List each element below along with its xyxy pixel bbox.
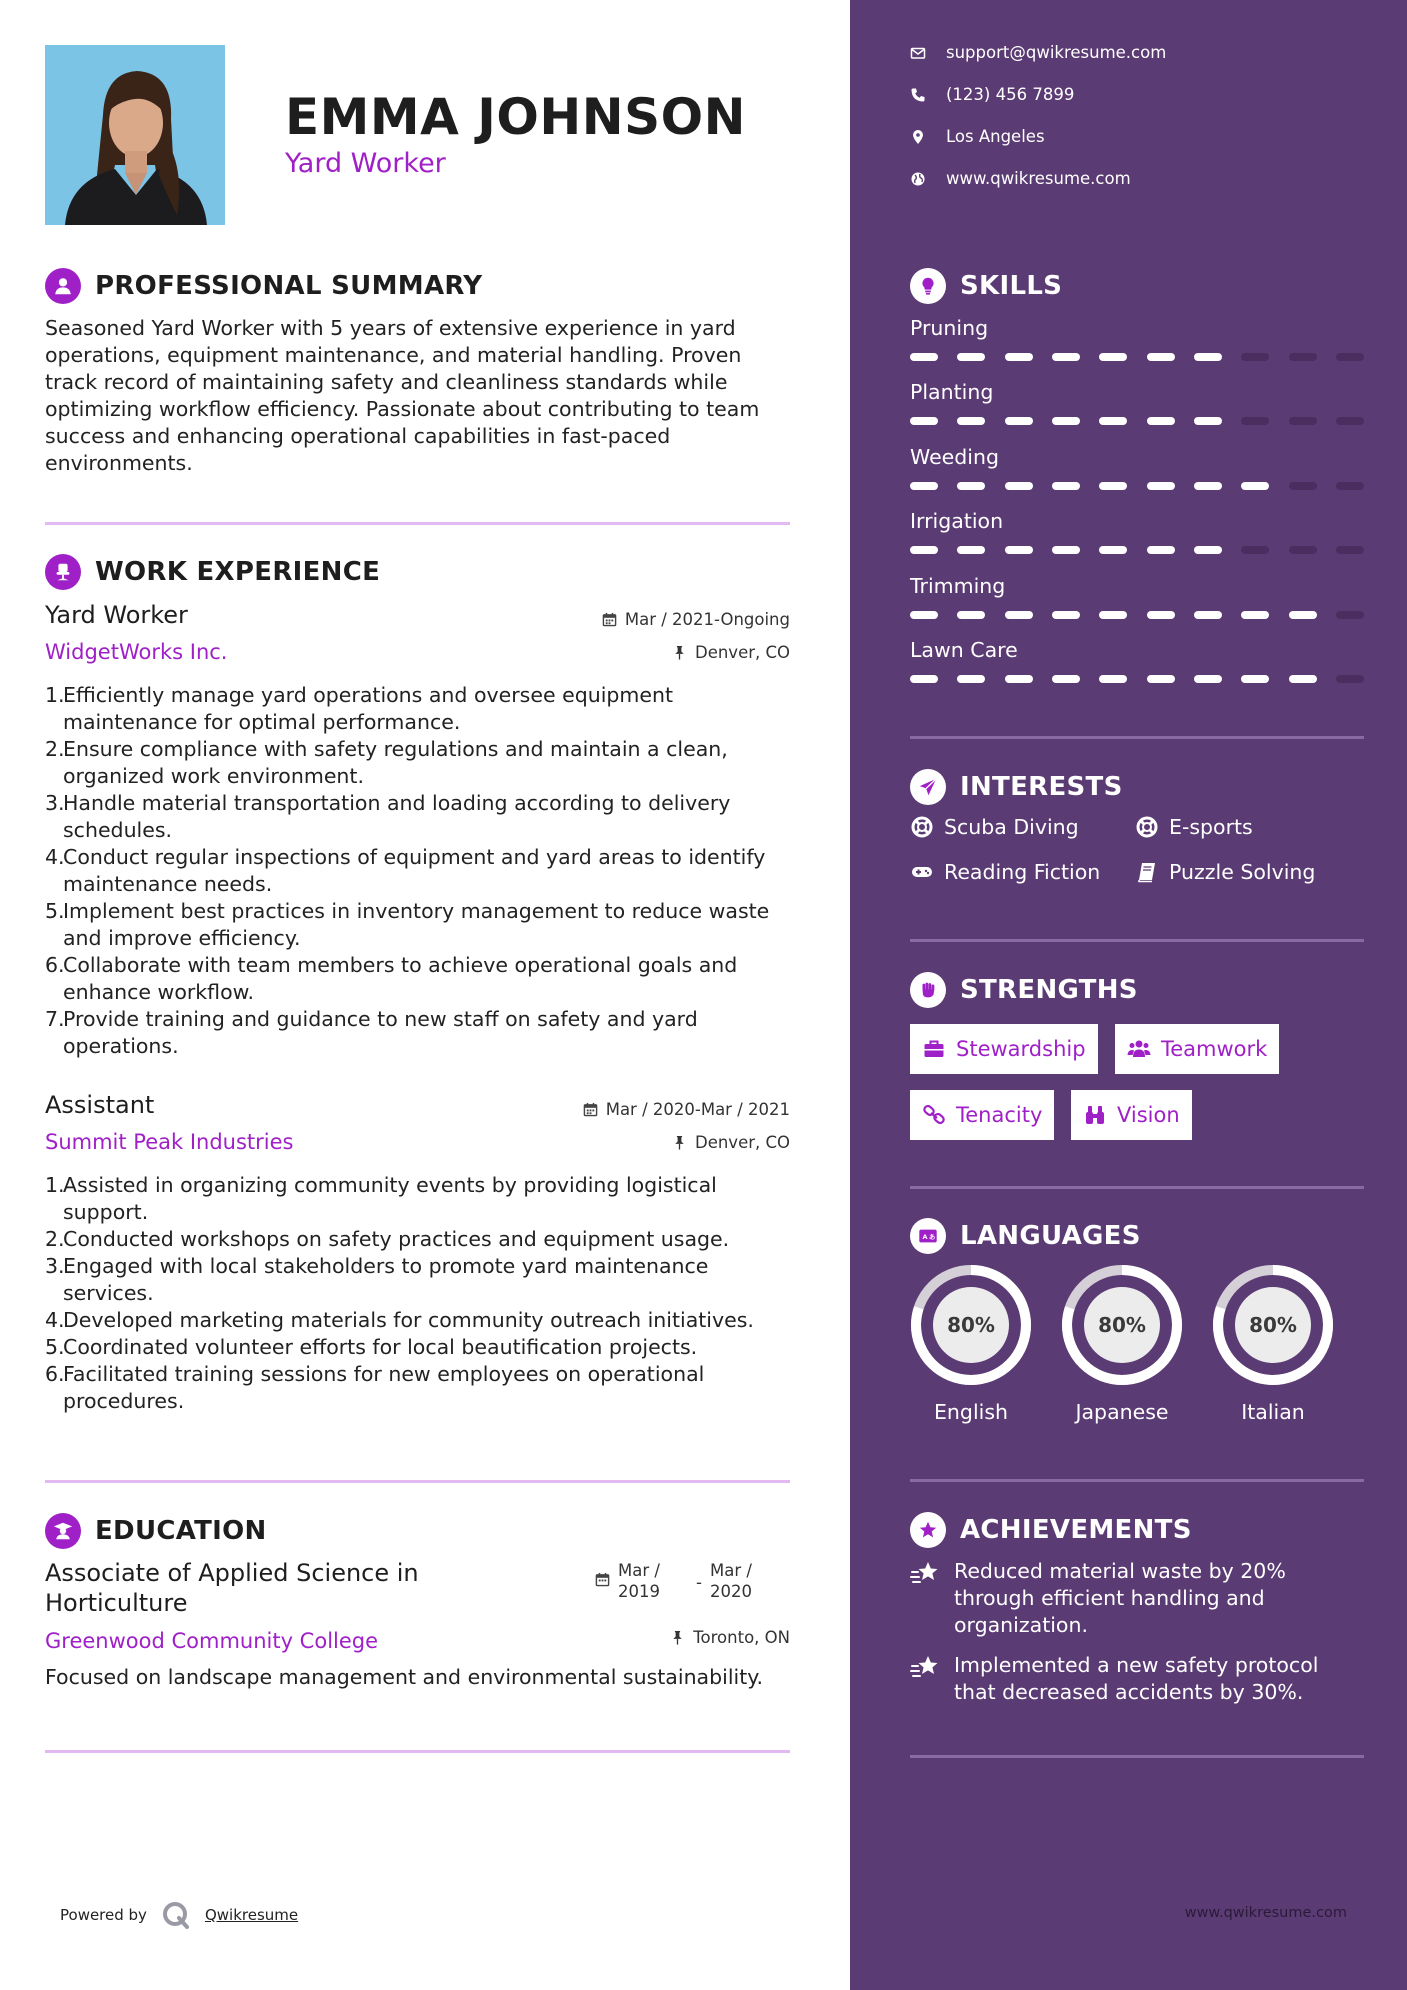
skill-level-bar bbox=[910, 482, 1364, 490]
skill-segment bbox=[1336, 353, 1364, 361]
skill-segment bbox=[910, 611, 938, 619]
list-item: 6. Facilitated training sessions for new employees on operational procedures. bbox=[45, 1362, 705, 1413]
phone-icon bbox=[910, 87, 926, 103]
brand-link[interactable]: Qwikresume bbox=[204, 1906, 299, 1924]
skill-segment bbox=[1147, 482, 1175, 490]
sidebar bbox=[850, 0, 1407, 1990]
skill-segment bbox=[1005, 675, 1033, 683]
language-ring bbox=[910, 1264, 1032, 1386]
calendar-icon bbox=[595, 1572, 610, 1587]
list-item: 3. Handle material transportation and loading according to delivery schedules. bbox=[45, 791, 731, 842]
job-dates-text: Mar / 2021-Ongoing bbox=[624, 610, 790, 629]
skill-segment bbox=[1194, 675, 1222, 683]
pin-icon bbox=[672, 645, 687, 660]
experience-heading bbox=[45, 554, 380, 590]
achievement-item bbox=[910, 1652, 1364, 1706]
lifebuoy-icon bbox=[910, 815, 934, 839]
language-name: Japanese bbox=[1075, 1400, 1169, 1424]
skill-segment bbox=[1241, 675, 1269, 683]
skill-segment bbox=[910, 675, 938, 683]
skill-level-bar bbox=[910, 353, 1364, 361]
divider bbox=[45, 1480, 790, 1483]
interest-label: E-sports bbox=[1169, 815, 1253, 839]
book-icon bbox=[1135, 860, 1159, 884]
job-dates bbox=[583, 1100, 790, 1119]
skill-segment bbox=[1052, 482, 1080, 490]
skill-segment bbox=[910, 353, 938, 361]
education-description: Focused on landscape management and environmental sustainability. bbox=[45, 1665, 763, 1689]
strength-badge bbox=[910, 1024, 1098, 1074]
start-date: Mar / 2019 bbox=[618, 1561, 660, 1601]
skill-segment bbox=[1099, 417, 1127, 425]
skill-segment bbox=[1099, 611, 1127, 619]
job-bullets bbox=[45, 682, 795, 1060]
contact-website[interactable] bbox=[910, 169, 1131, 188]
interest-item bbox=[1135, 860, 1315, 884]
list-item: 5. Implement best practices in inventory management to reduce waste and improve efficiency. bbox=[45, 899, 770, 950]
graduate-icon bbox=[45, 1513, 81, 1549]
svg-text:あ: あ bbox=[928, 1232, 936, 1241]
pin-icon bbox=[670, 1630, 685, 1645]
section-title: ACHIEVEMENTS bbox=[960, 1515, 1192, 1545]
translate-icon bbox=[910, 1218, 946, 1254]
divider bbox=[45, 522, 790, 525]
job-dates-text: Mar / 2020-Mar / 2021 bbox=[605, 1100, 790, 1119]
degree-line: Horticulture bbox=[45, 1589, 188, 1617]
person-image bbox=[45, 45, 225, 225]
skill-segment bbox=[957, 353, 985, 361]
skill-segment bbox=[1147, 353, 1175, 361]
strength-label: Teamwork bbox=[1161, 1037, 1268, 1061]
candidate-title: Yard Worker bbox=[285, 148, 446, 179]
section-title: EDUCATION bbox=[95, 1516, 267, 1546]
skill-name: Trimming bbox=[910, 574, 1006, 598]
skill-segment bbox=[1336, 611, 1364, 619]
strength-label: Vision bbox=[1117, 1103, 1180, 1127]
skill-segment bbox=[1241, 353, 1269, 361]
language-item bbox=[910, 1264, 1032, 1424]
skill-segment bbox=[910, 417, 938, 425]
link-icon bbox=[922, 1103, 946, 1127]
language-ring bbox=[1212, 1264, 1334, 1386]
list-item: 2. Conducted workshops on safety practices and equipment usage. bbox=[45, 1227, 730, 1251]
candidate-name: EMMA JOHNSON bbox=[285, 88, 746, 146]
skill-segment bbox=[1005, 546, 1033, 554]
skill-segment bbox=[1241, 611, 1269, 619]
section-title: INTERESTS bbox=[960, 772, 1123, 802]
company-name: Summit Peak Industries bbox=[45, 1130, 294, 1154]
lifebuoy-icon bbox=[1135, 815, 1159, 839]
skill-level-bar bbox=[910, 417, 1364, 425]
skill-segment bbox=[1052, 353, 1080, 361]
skill-name: Lawn Care bbox=[910, 638, 1018, 662]
skill-segment bbox=[1147, 546, 1175, 554]
education-heading bbox=[45, 1513, 267, 1549]
skill-segment bbox=[1099, 482, 1127, 490]
shooting-star-icon bbox=[910, 1652, 940, 1682]
language-ring bbox=[1061, 1264, 1183, 1386]
skill-name: Pruning bbox=[910, 316, 989, 340]
gamepad-icon bbox=[910, 860, 934, 884]
contact-email[interactable] bbox=[910, 43, 1166, 62]
interest-item bbox=[1135, 815, 1253, 839]
skill-segment bbox=[910, 546, 938, 554]
skill-segment bbox=[1336, 417, 1364, 425]
binoculars-icon bbox=[1083, 1103, 1107, 1127]
qwikresume-logo-icon bbox=[161, 1900, 191, 1930]
email-text: support@qwikresume.com bbox=[946, 43, 1167, 62]
skill-segment bbox=[1336, 482, 1364, 490]
user-icon bbox=[45, 268, 81, 304]
svg-text:A: A bbox=[922, 1232, 928, 1241]
summary-text: Seasoned Yard Worker with 5 years of extensive experience in yard operations, equipment maintenance, and material handling. Proven track record of maintaining safety and cleanliness standards while optimizing workflow efficiency. Passionate about contributing to team success and enhancing operational capabilities in fast-paced environments. bbox=[45, 316, 760, 475]
list-item: 1. Efficiently manage yard operations and oversee equipment maintenance for optimal performance. bbox=[45, 683, 674, 734]
job-title: Assistant bbox=[45, 1091, 155, 1119]
contact-phone[interactable] bbox=[910, 85, 1074, 104]
degree-line: Associate of Applied Science in bbox=[45, 1559, 419, 1587]
phone-text: (123) 456 7899 bbox=[946, 85, 1075, 104]
section-title: SKILLS bbox=[960, 271, 1063, 301]
divider bbox=[910, 939, 1364, 942]
skill-segment bbox=[1336, 675, 1364, 683]
location-text: Los Angeles bbox=[946, 127, 1045, 146]
section-title: STRENGTHS bbox=[960, 975, 1138, 1005]
skill-segment bbox=[1289, 417, 1317, 425]
list-item: 7. Provide training and guidance to new staff on safety and yard operations. bbox=[45, 1007, 698, 1058]
skill-name: Irrigation bbox=[910, 509, 1004, 533]
skill-segment bbox=[1289, 353, 1317, 361]
skill-segment bbox=[1241, 546, 1269, 554]
job-location bbox=[672, 643, 790, 662]
company-name: WidgetWorks Inc. bbox=[45, 640, 228, 664]
achievements-heading bbox=[910, 1512, 1192, 1548]
interest-label: Reading Fiction bbox=[944, 860, 1101, 884]
skill-segment bbox=[1147, 611, 1175, 619]
skill-segment bbox=[1099, 675, 1127, 683]
contact-location bbox=[910, 127, 1045, 146]
skill-segment bbox=[1194, 353, 1222, 361]
language-percent: 80% bbox=[1249, 1313, 1297, 1337]
language-name: English bbox=[933, 1400, 1009, 1424]
strength-label: Stewardship bbox=[956, 1037, 1086, 1061]
education-location bbox=[670, 1628, 790, 1647]
list-item: 1. Assisted in organizing community events by providing logistical support. bbox=[45, 1173, 717, 1224]
shooting-star-icon bbox=[910, 1558, 940, 1588]
strength-badge bbox=[1115, 1024, 1279, 1074]
strength-badge bbox=[910, 1090, 1054, 1140]
skill-segment bbox=[957, 611, 985, 619]
skill-segment bbox=[1052, 546, 1080, 554]
skill-segment bbox=[1194, 482, 1222, 490]
skill-segment bbox=[1005, 611, 1033, 619]
skill-segment bbox=[1052, 675, 1080, 683]
skill-segment bbox=[1147, 675, 1175, 683]
interest-label: Puzzle Solving bbox=[1169, 860, 1316, 884]
date-separator: - bbox=[696, 1573, 702, 1592]
language-percent: 80% bbox=[1098, 1313, 1146, 1337]
list-item: 4. Conduct regular inspections of equipment and yard areas to identify maintenance needs. bbox=[45, 845, 766, 896]
job-location bbox=[672, 1133, 790, 1152]
language-item bbox=[1061, 1264, 1183, 1424]
skill-segment bbox=[1289, 482, 1317, 490]
education-dates bbox=[595, 1560, 752, 1602]
skill-segment bbox=[957, 417, 985, 425]
skill-segment bbox=[957, 546, 985, 554]
globe-icon bbox=[910, 171, 926, 187]
skill-segment bbox=[1052, 611, 1080, 619]
fist-icon bbox=[910, 972, 946, 1008]
summary-heading bbox=[45, 268, 482, 304]
skill-level-bar bbox=[910, 546, 1364, 554]
strength-badge bbox=[1071, 1090, 1192, 1140]
skill-segment bbox=[1194, 417, 1222, 425]
skill-segment bbox=[957, 675, 985, 683]
skill-segment bbox=[1194, 546, 1222, 554]
calendar-icon bbox=[602, 612, 617, 627]
interest-item bbox=[910, 815, 1079, 839]
interest-label: Scuba Diving bbox=[944, 815, 1079, 839]
language-item bbox=[1212, 1264, 1334, 1424]
job-bullets bbox=[45, 1172, 795, 1415]
section-title: LANGUAGES bbox=[960, 1221, 1141, 1251]
website-text: www.qwikresume.com bbox=[946, 169, 1131, 188]
section-title: WORK EXPERIENCE bbox=[95, 557, 381, 587]
achievement-item bbox=[910, 1558, 1364, 1639]
skill-segment bbox=[1005, 417, 1033, 425]
skill-segment bbox=[1194, 611, 1222, 619]
section-title: PROFESSIONAL SUMMARY bbox=[95, 271, 483, 301]
skill-segment bbox=[910, 482, 938, 490]
divider bbox=[45, 1750, 790, 1753]
interests-heading bbox=[910, 769, 1123, 805]
office-chair-icon bbox=[45, 554, 81, 590]
achievement-text: Implemented a new safety protocol that decreased accidents by 30%. bbox=[954, 1653, 1319, 1704]
job-location-text: Denver, CO bbox=[694, 643, 790, 662]
strengths-heading bbox=[910, 972, 1138, 1008]
pin-icon bbox=[672, 1135, 687, 1150]
skills-heading bbox=[910, 268, 1062, 304]
skill-segment bbox=[957, 482, 985, 490]
envelope-icon bbox=[910, 45, 926, 61]
paper-plane-icon bbox=[910, 769, 946, 805]
divider bbox=[910, 1186, 1364, 1189]
skill-segment bbox=[1052, 417, 1080, 425]
end-date: Mar / 2020 bbox=[709, 1561, 752, 1601]
calendar-icon bbox=[583, 1102, 598, 1117]
skill-segment bbox=[1289, 675, 1317, 683]
profile-photo bbox=[45, 45, 225, 225]
skill-level-bar bbox=[910, 611, 1364, 619]
powered-by bbox=[60, 1900, 298, 1930]
skill-segment bbox=[1289, 611, 1317, 619]
divider bbox=[910, 736, 1364, 739]
skill-segment bbox=[1147, 417, 1175, 425]
skill-level-bar bbox=[910, 675, 1364, 683]
footer-site[interactable]: www.qwikresume.com bbox=[1184, 1905, 1347, 1921]
job-title: Yard Worker bbox=[45, 601, 188, 629]
strength-label: Tenacity bbox=[956, 1103, 1043, 1127]
star-award-icon bbox=[910, 1512, 946, 1548]
skill-segment bbox=[1289, 546, 1317, 554]
school-name: Greenwood Community College bbox=[45, 1629, 379, 1653]
language-name: Italian bbox=[1241, 1400, 1305, 1424]
briefcase-icon bbox=[922, 1037, 946, 1061]
job-dates bbox=[602, 610, 790, 629]
skill-segment bbox=[1241, 482, 1269, 490]
skill-segment bbox=[1336, 546, 1364, 554]
languages-heading bbox=[910, 1218, 1141, 1254]
skill-segment bbox=[1005, 482, 1033, 490]
powered-by-label: Powered by bbox=[60, 1906, 147, 1924]
skill-name: Weeding bbox=[910, 445, 1000, 469]
skill-segment bbox=[1099, 546, 1127, 554]
skill-name: Planting bbox=[910, 380, 994, 404]
skill-segment bbox=[1099, 353, 1127, 361]
skill-segment bbox=[1005, 353, 1033, 361]
degree-title bbox=[45, 1558, 419, 1618]
list-item: 3. Engaged with local stakeholders to promote yard maintenance services. bbox=[45, 1254, 709, 1305]
interest-item bbox=[910, 860, 1100, 884]
list-item: 2. Ensure compliance with safety regulations and maintain a clean, organized work environment. bbox=[45, 737, 728, 788]
skill-segment bbox=[1241, 417, 1269, 425]
divider bbox=[910, 1479, 1364, 1482]
lightbulb-icon bbox=[910, 268, 946, 304]
list-item: 5. Coordinated volunteer efforts for local beautification projects. bbox=[45, 1335, 698, 1359]
education-location-text: Toronto, ON bbox=[693, 1628, 790, 1647]
list-item: 6. Collaborate with team members to achieve operational goals and enhance workflow. bbox=[45, 953, 738, 1004]
list-item: 4. Developed marketing materials for community outreach initiatives. bbox=[45, 1308, 754, 1332]
map-marker-icon bbox=[910, 129, 926, 145]
achievement-text: Reduced material waste by 20% through efficient handling and organization. bbox=[954, 1559, 1286, 1637]
job-location-text: Denver, CO bbox=[694, 1133, 790, 1152]
users-icon bbox=[1127, 1037, 1151, 1061]
divider bbox=[910, 1755, 1364, 1758]
language-percent: 80% bbox=[947, 1313, 995, 1337]
